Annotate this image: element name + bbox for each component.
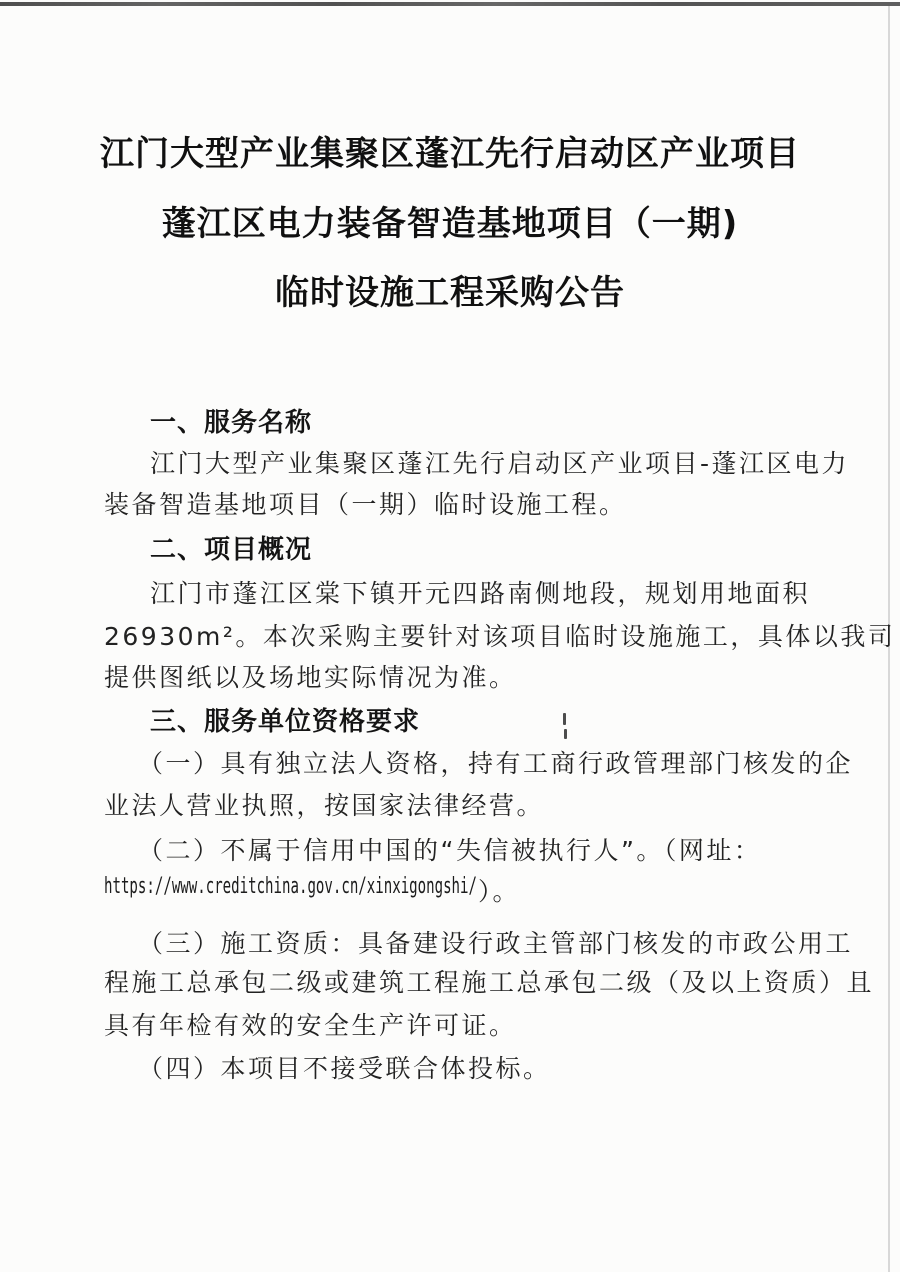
section3-heading: 三、服务单位资格要求: [150, 707, 421, 737]
scan-stray-mark: [564, 729, 567, 739]
section1-body-line-1: 江门大型产业集聚区蓬江先行启动区产业项目-蓬江区电力: [150, 449, 850, 478]
section3-item1-line-1: （一）具有独立法人资格，持有工商行政管理部门核发的企: [138, 749, 854, 778]
section1-body-line-2: 装备智造基地项目（一期）临时设施工程。: [104, 490, 627, 519]
section2-heading: 二、项目概况: [150, 535, 313, 565]
url-line-closing-punctuation: ）。: [478, 877, 520, 906]
document-title-line-2: 蓬江区电力装备智造基地项目（一期): [161, 204, 739, 244]
section3-item4-line-1: （四）本项目不接受联合体投标。: [138, 1054, 551, 1083]
credit-china-url: https://www.creditchina.gov.cn/xinxigongshi/: [104, 874, 477, 899]
section3-item2-url-line: [104, 874, 687, 906]
section3-item3-line-2: 程施工总承包二级或建筑工程施工总承包二级（及以上资质）且: [104, 968, 875, 997]
section3-item3-line-1: （三）施工资质：具备建设行政主管部门核发的市政公用工: [138, 929, 854, 958]
document-title-line-1: 江门大型产业集聚区蓬江先行启动区产业项目: [100, 134, 800, 174]
section3-item3-line-3: 具有年检有效的安全生产许可证。: [104, 1011, 517, 1040]
section1-heading: 一、服务名称: [150, 408, 313, 438]
document-title-line-3: 临时设施工程采购公告: [275, 273, 625, 313]
section2-body-line-2: 26930m²。本次采购主要针对该项目临时设施施工，具体以我司: [104, 622, 896, 651]
scan-top-edge-artifact: [0, 2, 900, 6]
section2-body-line-1: 江门市蓬江区棠下镇开元四路南侧地段，规划用地面积: [150, 579, 811, 608]
section3-item1-line-2: 业法人营业执照，按国家法律经营。: [104, 791, 545, 820]
scan-stray-mark: [563, 713, 566, 725]
section3-item2-line-1: （二）不属于信用中国的“失信被执行人”。（网址：: [138, 836, 762, 865]
section2-body-line-3: 提供图纸以及场地实际情况为准。: [104, 663, 517, 692]
